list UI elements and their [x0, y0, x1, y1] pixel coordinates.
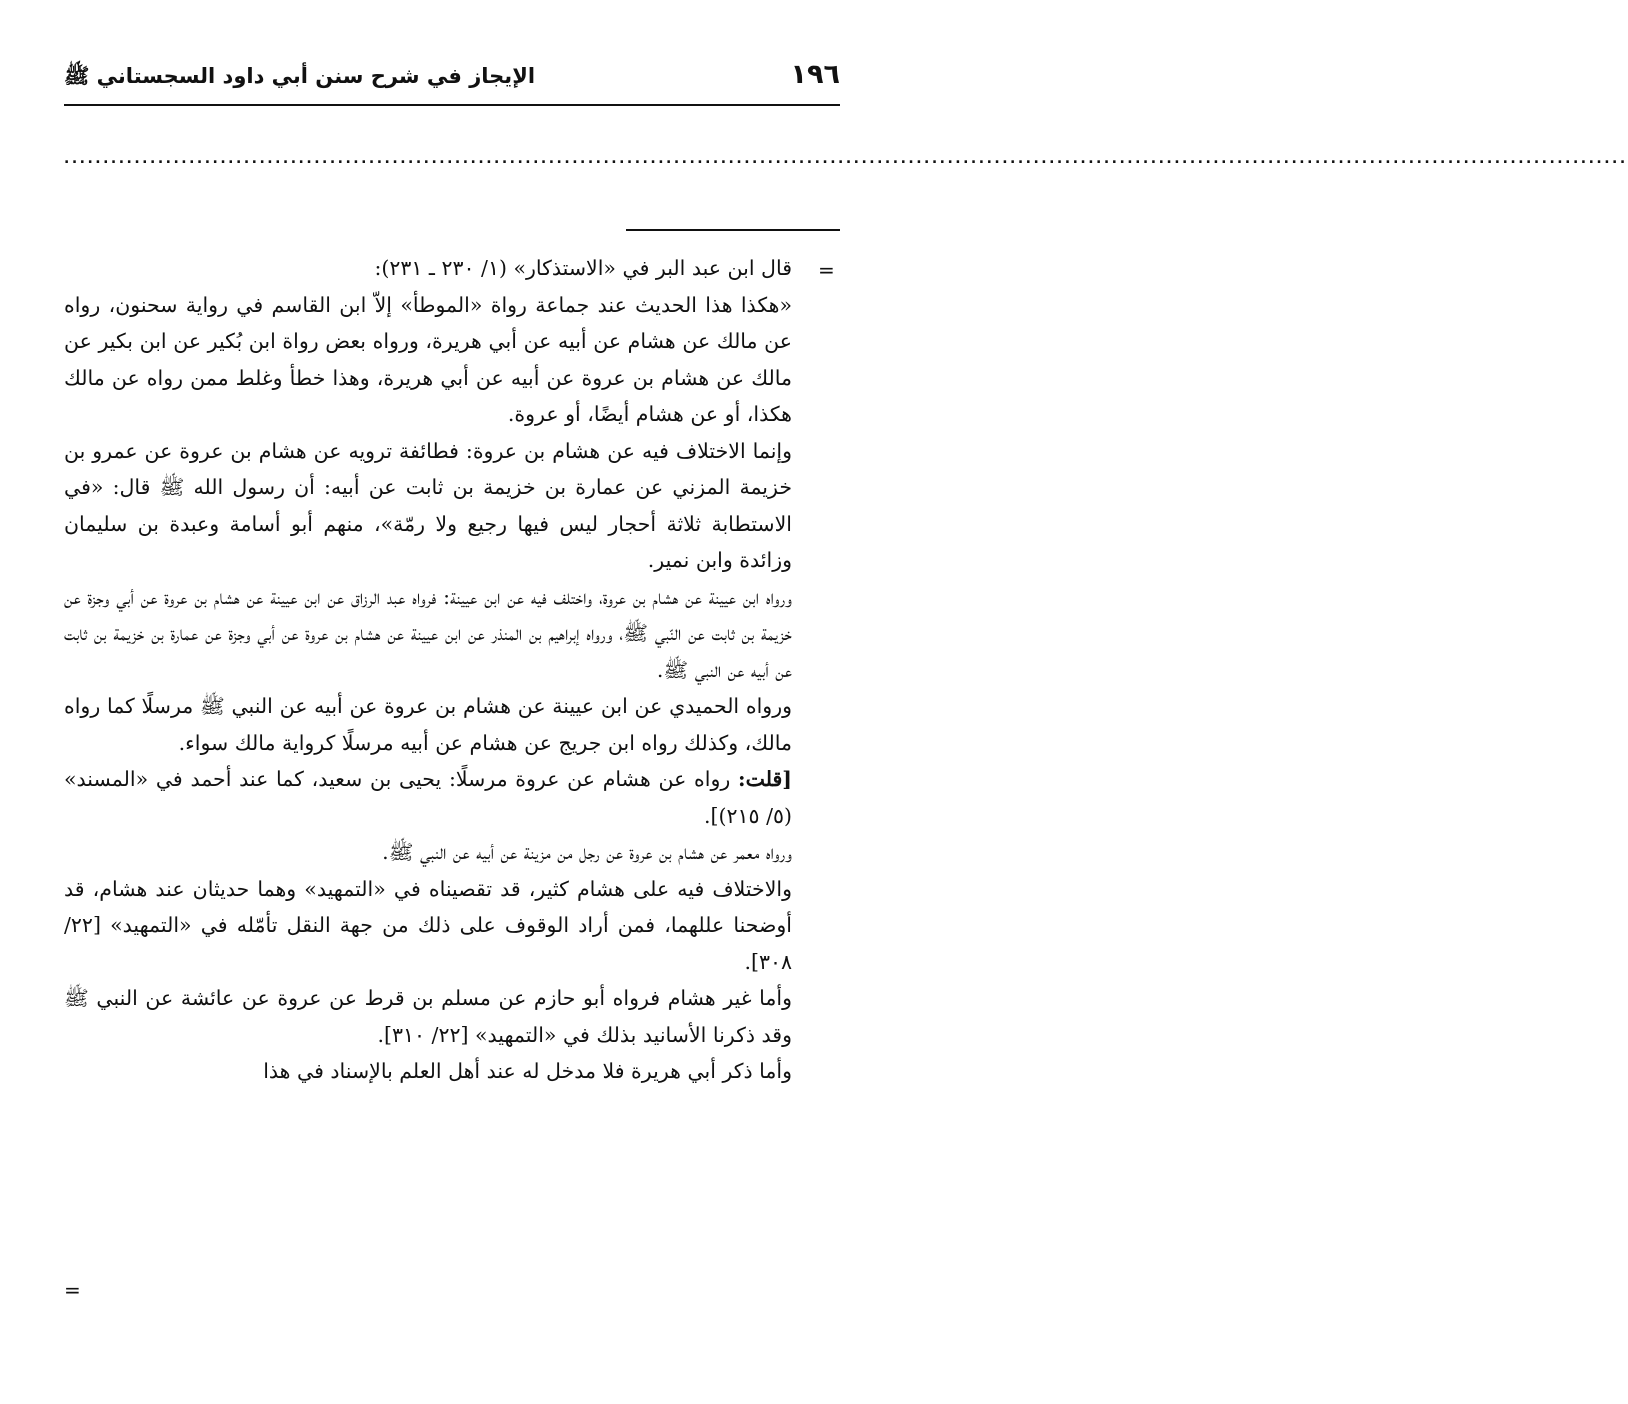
- paragraph: [64, 688, 792, 761]
- running-title: الإيجاز في شرح سنن أبي داود السجستاني ﷺ: [64, 64, 536, 88]
- dotted-separator: ........................................................................................................................................................................................................: [64, 151, 1628, 167]
- page-number: ١٩٦: [790, 59, 840, 90]
- paragraph-text: وأما ذكر أبي هريرة فلا مدخل له عند أهل العلم بالإسناد في هذا: [263, 1059, 792, 1083]
- paragraph-text: رواه عن هشام عن عروة مرسلًا: يحيى بن سعيد، كما عند أحمد في «المسند» (٥/ ٢١٥)].: [64, 767, 792, 828]
- paragraph-text: وإنما الاختلاف فيه عن هشام بن عروة: فطائفة ترويه عن هشام بن عروة عن عمرو بن خزيمة المزني عن عمارة بن خزيمة بن ثابت عن أبيه: أن رسول الله ﷺ قال: «في الاستطابة ثلاثة أحجار ليس فيها رجيع ولا رمّة»، منهم أبو أسامة وعبدة بن سليمان وزائدة وابن نمير.: [64, 438, 792, 572]
- paragraph: [64, 287, 792, 433]
- paragraph: [64, 1053, 792, 1090]
- paragraph-lead: [قلت:: [738, 767, 792, 791]
- header-rule: [64, 104, 840, 106]
- footnote-body: [64, 250, 792, 1090]
- continuation-mark-bottom: =: [64, 1278, 81, 1302]
- paragraph-text: ورواه معمر عن هشام بن عروة عن رجل من مزينة عن أبيه عن النبي ﷺ.: [382, 840, 792, 864]
- paragraph: [64, 250, 792, 287]
- paragraph-text: قال ابن عبد البر في «الاستذكار» (١/ ٢٣٠ ـ ٢٣١):: [374, 256, 792, 280]
- running-header: [64, 58, 840, 98]
- paragraph: [64, 761, 792, 834]
- paragraph-text: وأما غير هشام فرواه أبو حازم عن مسلم بن قرط عن عروة عن عائشة عن النبي ﷺ وقد ذكرنا الأسانيد بذلك في «التمهيد» [٢٢/ ٣١٠].: [64, 986, 792, 1047]
- paragraph: [64, 433, 792, 579]
- paragraph-text: ورواه ابن عيينة عن هشام بن عروة، واختلف فيه عن ابن عيينة: فرواه عبد الرزاق عن ابن عيينة عن هشام بن عروة عن أبي وجزة عن خزيمة بن ثابت عن النّبي ﷺ، ورواه إبراهيم بن المنذر عن ابن عيينة عن هشام بن عروة عن أبي وجزة عن عمارة بن خزيمة بن ثابت عن أبيه عن النبي ﷺ.: [64, 584, 792, 682]
- footnote-rule: [626, 229, 840, 231]
- paragraph: [64, 834, 792, 871]
- continuation-mark-top: =: [818, 258, 835, 282]
- paragraph-text: ورواه الحميدي عن ابن عيينة عن هشام بن عروة عن أبيه عن النبي ﷺ مرسلًا كما رواه مالك، وكذلك رواه ابن جريج عن هشام عن أبيه مرسلًا كرواية مالك سواء.: [64, 694, 792, 755]
- paragraph-text: والاختلاف فيه على هشام كثير، قد تقصيناه في «التمهيد» وهما حديثان عند هشام، قد أوضحنا عللهما، فمن أراد الوقوف على ذلك من جهة النقل تأمّله في «التمهيد» [٢٢/ ٣٠٨].: [64, 876, 792, 974]
- paragraph: [64, 579, 792, 689]
- paragraph: [64, 871, 792, 981]
- paragraph-text: «هكذا هذا الحديث عند جماعة رواة «الموطأ» إلاّ ابن القاسم في رواية سحنون، رواه عن مالك عن هشام عن أبيه عن أبي هريرة، ورواه بعض رواة ابن بُكير عن ابن بكير عن مالك عن هشام بن عروة عن أبيه عن أبي هريرة، وهذا خطأ وغلط ممن رواه عن مالك هكذا، أو عن هشام أيضًا، أو عروة.: [64, 292, 792, 426]
- paragraph: [64, 980, 792, 1053]
